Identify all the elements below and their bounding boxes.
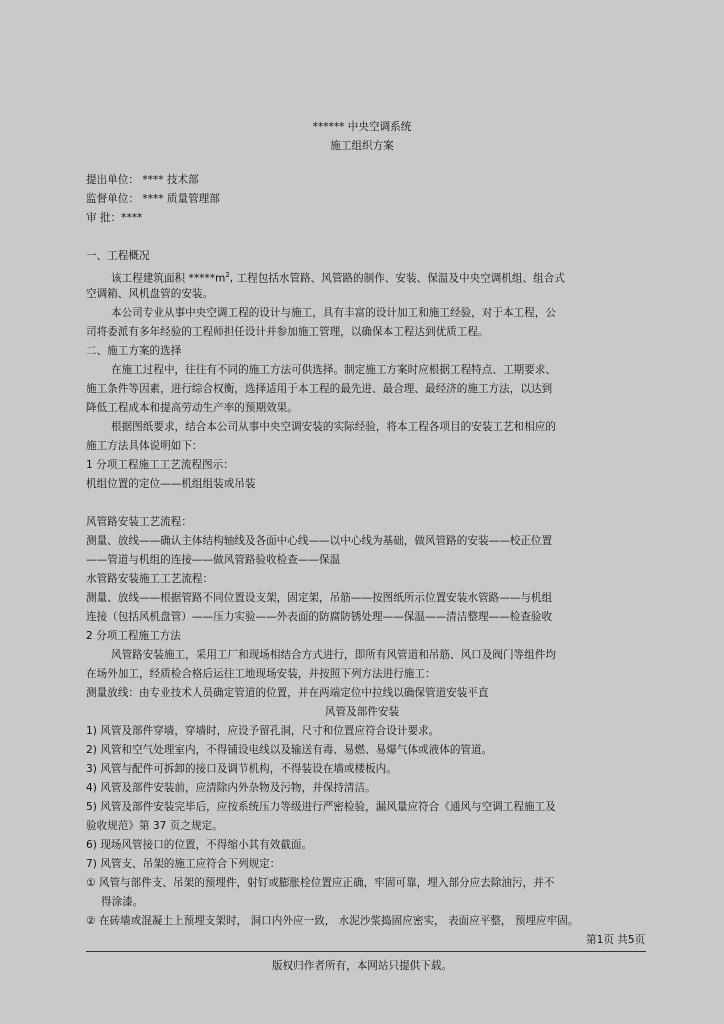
s1-paragraph2-line2: 司将委派有多年经验的工程师担任设计并参加施工管理，以确保本工程达到优质工程。 bbox=[86, 326, 489, 338]
method-line2: 在场外加工，经质检合格后运往工地现场安装，并按照下列方法进行施工： bbox=[86, 668, 436, 680]
rule-item-1: 1) 风管及部件穿墙，穿墙时，应设予留孔洞，尺寸和位置应符合设计要求。 bbox=[86, 725, 440, 737]
s2-p1-line3: 降低工程成本和提高劳动生产率的预期效果。 bbox=[86, 402, 298, 414]
method-line3: 测量放线：由专业技术人员确定管道的位置，并在两端定位中拉线以确保管道安装平直 bbox=[86, 687, 489, 699]
duct-install-subtitle: 风管及部件安装 bbox=[324, 706, 400, 718]
s2-p1-line2: 施工条件等因素，进行综合权衡，选择适用于本工程的最先进、最合理、最经济的施工方法，以达到 bbox=[86, 383, 553, 395]
rule-item-6: 6) 现场风管接口的位置，不得缩小其有效截面。 bbox=[86, 839, 313, 851]
s2-p2-line1: 根据图纸要求，结合本公司从事中央空调安装的实际经验，将本工程各项目的安装工艺和相应的 bbox=[111, 421, 556, 433]
sub-item-2: ② 在砖墙或混凝土上预埋支架时， 洞口内外应一致， 水泥沙浆捣固应密实， 表面应平整， 预埋应牢固。 bbox=[86, 915, 579, 927]
sub-item-1-line1: ① 风管与部件支、吊架的预埋件，射钉或膨胀栓位置应正确，牢固可靠，埋入部分应去除油污，并不 bbox=[86, 877, 555, 889]
s1-p1-text-b: , 工程包括水管路、风管路的制作、安装、保温及中央空调机组、组合式 bbox=[229, 272, 565, 285]
s1-p1-text-a: 该工程建筑面积 *****m bbox=[111, 272, 226, 285]
footer-divider bbox=[86, 951, 646, 952]
rule-item-7: 7) 风管支、吊架的施工应符合下列规定： bbox=[86, 858, 281, 870]
duct-flow-title: 风管路安装工艺流程： bbox=[86, 516, 192, 528]
sub-item-1-line2: 得涂漆。 bbox=[101, 896, 144, 908]
subsection1-heading: 1 分项工程施工工艺流程图示： bbox=[86, 459, 234, 471]
rule-item-2: 2) 风管和空气处理室内，不得铺设电线以及输送有毒、易燃、易爆气体或液体的管道。 bbox=[86, 744, 493, 756]
rule-item-3: 3) 风管与配件可拆卸的接口及调节机构，不得装设在墙或楼板内。 bbox=[86, 763, 397, 775]
submit-unit: 提出单位： **** 技术部 bbox=[86, 174, 199, 186]
method-line1: 风管路安装施工，采用工厂和现场相结合方式进行，即所有风管道和吊筋、风口及阀门等组件均 bbox=[111, 649, 556, 661]
duct-flow-line2: ——管道与机组的连接——做风管路验收检查——保温 bbox=[86, 554, 341, 566]
doc-title-line1: ****** 中央空调系统 bbox=[312, 121, 412, 133]
doc-title-line2: 施工组织方案 bbox=[330, 140, 394, 152]
rule-item-4: 4) 风管及部件安装前，应清除内外杂物及污物，并保持清洁。 bbox=[86, 782, 376, 794]
section2-heading: 二、施工方案的选择 bbox=[86, 345, 182, 357]
water-flow-line1: 测量、放线——根据管路不同位置设支架，固定架，吊筋——按图纸所示位置安装水管路——与机组 bbox=[86, 592, 553, 604]
duct-flow-line1: 测量、放线——确认主体结构轴线及各面中心线——以中心线为基础，做风管路的安装——校正位置 bbox=[86, 535, 553, 547]
rule-item-5-line2: 验收规范》第 37 页之规定。 bbox=[86, 820, 223, 832]
approval: 审 批：**** bbox=[86, 212, 143, 224]
unit-flow: 机组位置的定位——机组组装或吊装 bbox=[86, 478, 256, 490]
s1-paragraph1-line1 bbox=[111, 268, 565, 286]
subsection2-heading: 2 分项工程施工方法 bbox=[86, 630, 181, 642]
s2-p1-line1: 在施工过程中，往往有不同的施工方法可供选择。制定施工方案时应根据工程特点、工期要求、 bbox=[111, 364, 556, 376]
water-flow-title: 水管路安装施工工艺流程： bbox=[86, 573, 214, 585]
water-flow-line2: 连接（包括风机盘管）——压力实验——外表面的防腐防锈处理——保温——清洁整理——检查验收 bbox=[86, 611, 553, 623]
s2-p2-line2: 施工方法具体说明如下： bbox=[86, 440, 203, 452]
s1-paragraph2-line1: 本公司专业从事中央空调工程的设计与施工，具有丰富的设计加工和施工经验，对于本工程，公 bbox=[111, 307, 556, 319]
rule-item-5-line1: 5) 风管及部件安装完毕后，应按系统压力等级进行严密检验，漏风量应符合《通风与空调工程施工及 bbox=[86, 801, 556, 813]
area-unit-superscript: 2 bbox=[225, 271, 230, 279]
supervise-unit: 监督单位： **** 质量管理部 bbox=[86, 193, 220, 205]
copyright-notice: 版权归作者所有，本网站只提供下载。 bbox=[271, 960, 453, 972]
page-number: 第1页 共5页 bbox=[586, 934, 646, 946]
section1-heading: 一、工程概况 bbox=[86, 250, 150, 262]
s1-paragraph1-line2: 空调箱、风机盘管的安装。 bbox=[86, 288, 214, 300]
